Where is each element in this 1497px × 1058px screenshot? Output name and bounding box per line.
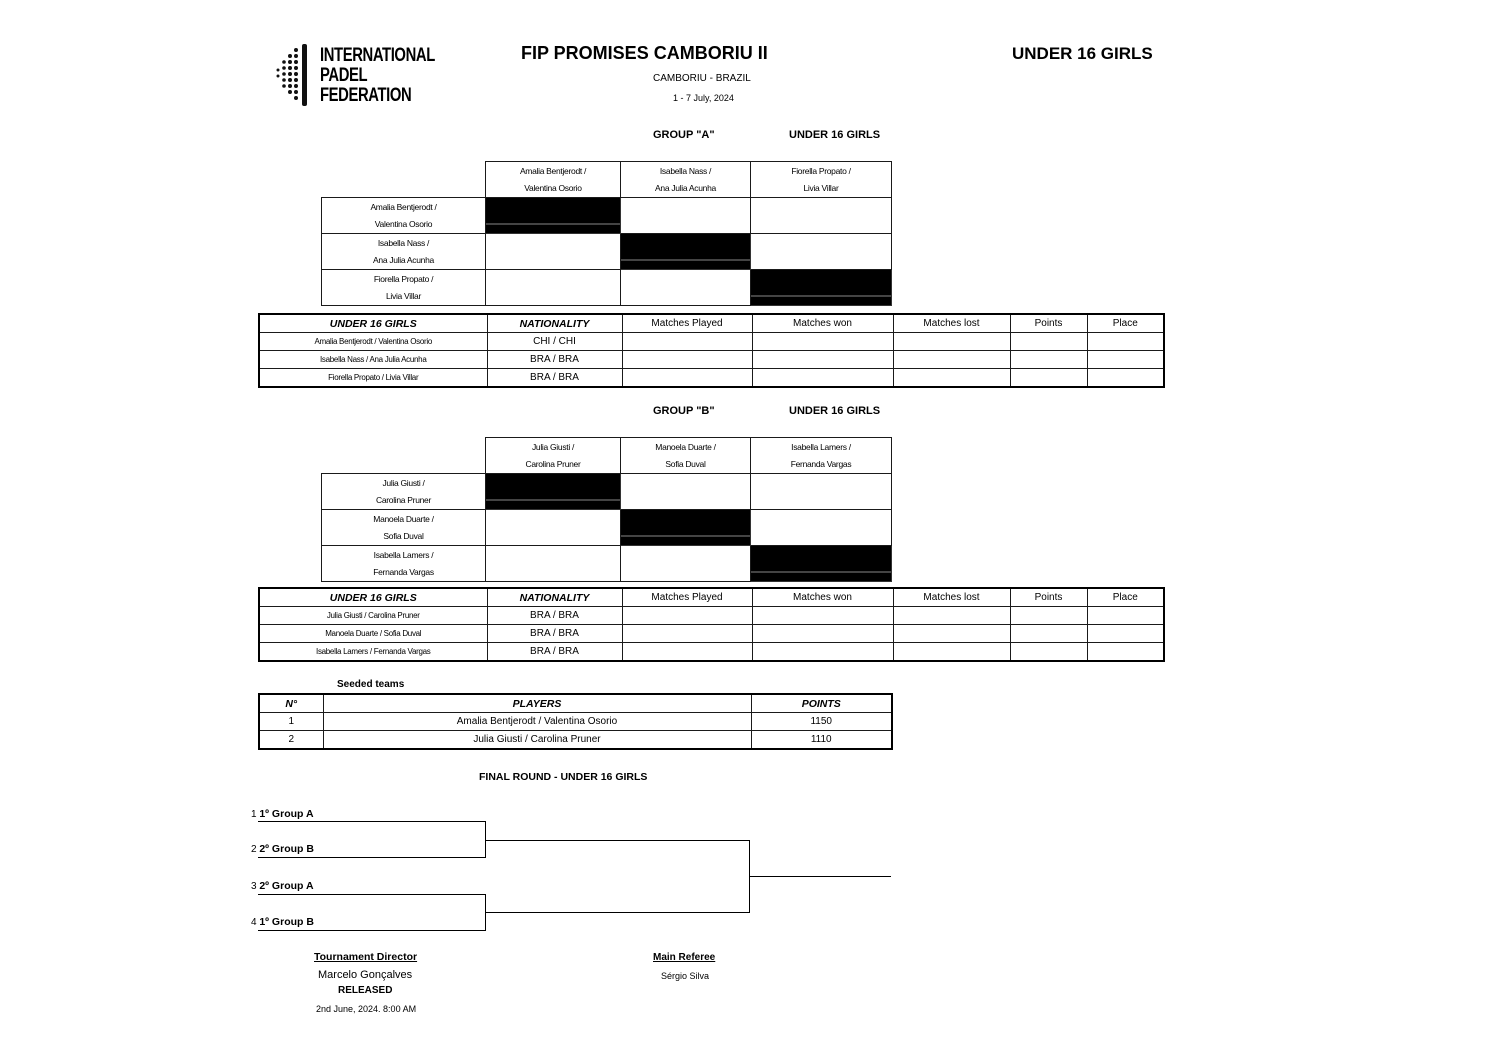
team-line-1: Isabella Lamers / [791, 441, 851, 452]
matrix-row-team [322, 474, 486, 510]
standings-col-won: Matches won [752, 588, 893, 607]
standings-col-nationality: NATIONALITY [487, 588, 622, 607]
matrix-self-cell [486, 474, 621, 510]
group-b-category: UNDER 16 GIRLS [789, 405, 881, 417]
standings-nationality: BRA / BRA [487, 369, 622, 388]
matrix-score-cell [751, 510, 892, 546]
seeded-header-row [259, 694, 892, 713]
seed-points: 1110 [751, 731, 892, 750]
standings-team: Isabella Lamers / Fernanda Vargas [259, 643, 487, 662]
slot-label: 1º Group B [259, 916, 314, 928]
standings-col-nationality: NATIONALITY [487, 314, 622, 333]
tournament-dates: 1 - 7 July, 2024 [673, 93, 734, 103]
matrix-self-cell [621, 234, 751, 270]
standings-col-place: Place [1087, 588, 1164, 607]
team-line-2: Carolina Pruner [375, 494, 432, 505]
group-a-label: GROUP "A" [653, 129, 715, 141]
group-b-label: GROUP "B" [653, 405, 715, 417]
release-status: RELEASED [338, 985, 393, 996]
seeded-col-points: POINTS [751, 694, 892, 713]
standings-col-lost: Matches lost [893, 314, 1010, 333]
standings-nationality: BRA / BRA [487, 625, 622, 643]
bracket-line [485, 912, 750, 913]
slot-number: 1 [251, 809, 257, 820]
logo-line-1: INTERNATIONAL [320, 45, 435, 66]
tournament-title: FIP PROMISES CAMBORIU II [521, 43, 768, 63]
matrix-row [322, 546, 892, 582]
matrix-row [322, 198, 892, 234]
team-line-2: Livia Villar [386, 290, 421, 301]
slot-label: 2º Group B [259, 843, 314, 855]
standings-nationality: BRA / BRA [487, 643, 622, 662]
logo-line-3: FEDERATION [320, 85, 412, 106]
standings-team: Amalia Bentjerodt / Valentina Osorio [259, 333, 487, 351]
director-title: Tournament Director [314, 951, 418, 963]
standings-col-won: Matches won [752, 314, 893, 333]
bracket-line [258, 857, 486, 858]
category-title: UNDER 16 GIRLS [1012, 44, 1153, 63]
matrix-self-cell [751, 270, 892, 306]
slot-number: 2 [251, 844, 257, 855]
standings-col-team: UNDER 16 GIRLS [259, 314, 487, 333]
team-line-2: Ana Julia Acunha [655, 182, 716, 193]
standings-col-place: Place [1087, 314, 1164, 333]
seeded-title: Seeded teams [337, 679, 405, 690]
standings-header-row [259, 588, 1164, 607]
table-row [259, 351, 1164, 369]
logo-line-2: PADEL [320, 65, 368, 86]
standings-nationality: BRA / BRA [487, 351, 622, 369]
bracket-line [258, 894, 486, 895]
matrix-self-cell [751, 546, 892, 582]
matrix-corner [322, 438, 486, 474]
referee-title: Main Referee [653, 952, 716, 963]
team-line-2: Ana Julia Acunha [373, 254, 434, 265]
matrix-row-team [322, 270, 486, 306]
standings-col-played: Matches Played [622, 314, 752, 333]
bracket-slot [251, 880, 314, 892]
group-a-standings [258, 313, 1165, 388]
team-line-2: Fernanda Vargas [373, 566, 434, 577]
bracket-slot [251, 808, 314, 820]
matrix-self-cell [621, 510, 751, 546]
matrix-row [322, 474, 892, 510]
team-line-2: Sofia Duval [665, 458, 706, 469]
matrix-col-team [486, 438, 621, 474]
team-line-2: Carolina Pruner [525, 458, 581, 469]
slot-number: 4 [251, 917, 257, 928]
matrix-row [322, 234, 892, 270]
matrix-row-team [322, 510, 486, 546]
matrix-col-team [751, 162, 892, 198]
team-line-2: Fernanda Vargas [790, 458, 852, 469]
matrix-score-cell [621, 546, 751, 582]
standings-col-played: Matches Played [622, 588, 752, 607]
matrix-header-row [322, 438, 892, 474]
seed-number: 1 [259, 713, 323, 731]
seed-points: 1150 [751, 713, 892, 731]
standings-col-lost: Matches lost [893, 588, 1010, 607]
table-row [259, 713, 892, 731]
seed-players: Julia Giusti / Carolina Pruner [323, 731, 751, 750]
referee-name: Sérgio Silva [661, 971, 710, 981]
matrix-corner [322, 162, 486, 198]
team-line-1: Isabella Nass / [659, 165, 712, 176]
final-round-title: FINAL ROUND - UNDER 16 GIRLS [479, 771, 648, 783]
team-line-1: Fiorella Propato / [373, 273, 434, 284]
table-row [259, 643, 1164, 662]
team-line-2: Valentina Osorio [524, 182, 582, 193]
team-line-1: Amalia Bentjerodt / [519, 165, 587, 176]
group-a-category: UNDER 16 GIRLS [789, 129, 881, 141]
standings-col-points: Points [1010, 314, 1087, 333]
matrix-row [322, 270, 892, 306]
matrix-col-team [621, 162, 751, 198]
matrix-score-cell [621, 270, 751, 306]
standings-nationality: BRA / BRA [487, 607, 622, 625]
standings-col-team: UNDER 16 GIRLS [259, 588, 487, 607]
matrix-score-cell [621, 474, 751, 510]
matrix-self-cell [486, 198, 621, 234]
team-line-1: Isabella Lamers / [373, 549, 434, 560]
table-row [259, 607, 1164, 625]
matrix-score-cell [486, 546, 621, 582]
standings-team: Julia Giusti / Carolina Pruner [259, 607, 487, 625]
table-row [259, 731, 892, 750]
table-row [259, 369, 1164, 388]
bracket-line [485, 840, 750, 841]
standings-team: Fiorella Propato / Livia Villar [259, 369, 487, 388]
tournament-location: CAMBORIU - BRAZIL [653, 73, 751, 84]
seeded-col-players: PLAYERS [323, 694, 751, 713]
matrix-row-team [322, 234, 486, 270]
matrix-row-team [322, 546, 486, 582]
team-line-1: Manoela Duarte / [655, 441, 716, 452]
matrix-row [322, 510, 892, 546]
matrix-col-team [621, 438, 751, 474]
team-line-1: Fiorella Propato / [791, 165, 851, 176]
slot-label: 2º Group A [259, 880, 314, 892]
matrix-score-cell [486, 234, 621, 270]
standings-team: Isabella Nass / Ana Julia Acunha [259, 351, 487, 369]
bracket-slot [251, 843, 314, 855]
matrix-score-cell [486, 270, 621, 306]
matrix-score-cell [751, 234, 892, 270]
team-line-2: Valentina Osorio [374, 218, 433, 229]
table-row [259, 625, 1164, 643]
matrix-score-cell [486, 510, 621, 546]
fip-logo-icon [274, 42, 314, 108]
seed-number: 2 [259, 731, 323, 750]
standings-header-row [259, 314, 1164, 333]
logo-wordmark [320, 46, 435, 106]
matrix-header-row [322, 162, 892, 198]
matrix-score-cell [751, 474, 892, 510]
matrix-score-cell [621, 198, 751, 234]
fip-logo [274, 42, 435, 108]
bracket-slot [251, 916, 314, 928]
matrix-col-team [486, 162, 621, 198]
standings-team: Manoela Duarte / Sofia Duval [259, 625, 487, 643]
release-date: 2nd June, 2024. 8:00 AM [316, 1004, 417, 1014]
table-row [259, 333, 1164, 351]
seed-players: Amalia Bentjerodt / Valentina Osorio [323, 713, 751, 731]
team-line-2: Livia Villar [803, 182, 839, 193]
team-line-1: Julia Giusti / [382, 477, 425, 488]
slot-number: 3 [251, 881, 257, 892]
seeded-col-n: N° [259, 694, 323, 713]
standings-nationality: CHI / CHI [487, 333, 622, 351]
group-b-matrix [321, 437, 892, 582]
standings-col-points: Points [1010, 588, 1087, 607]
matrix-col-team [751, 438, 892, 474]
group-b-standings [258, 587, 1165, 662]
bracket-line [258, 930, 486, 931]
director-name: Marcelo Gonçalves [318, 969, 413, 981]
matrix-score-cell [751, 198, 892, 234]
team-line-2: Sofia Duval [383, 530, 424, 541]
team-line-1: Manoela Duarte / [373, 513, 434, 524]
team-line-1: Amalia Bentjerodt / [370, 201, 437, 212]
seeded-table [258, 693, 893, 750]
matrix-row-team [322, 198, 486, 234]
bracket-line [749, 876, 891, 877]
group-a-matrix [321, 161, 892, 306]
team-line-1: Isabella Nass / [377, 237, 430, 248]
bracket-line [258, 821, 486, 822]
team-line-1: Julia Giusti / [531, 441, 575, 452]
slot-label: 1º Group A [259, 808, 314, 820]
